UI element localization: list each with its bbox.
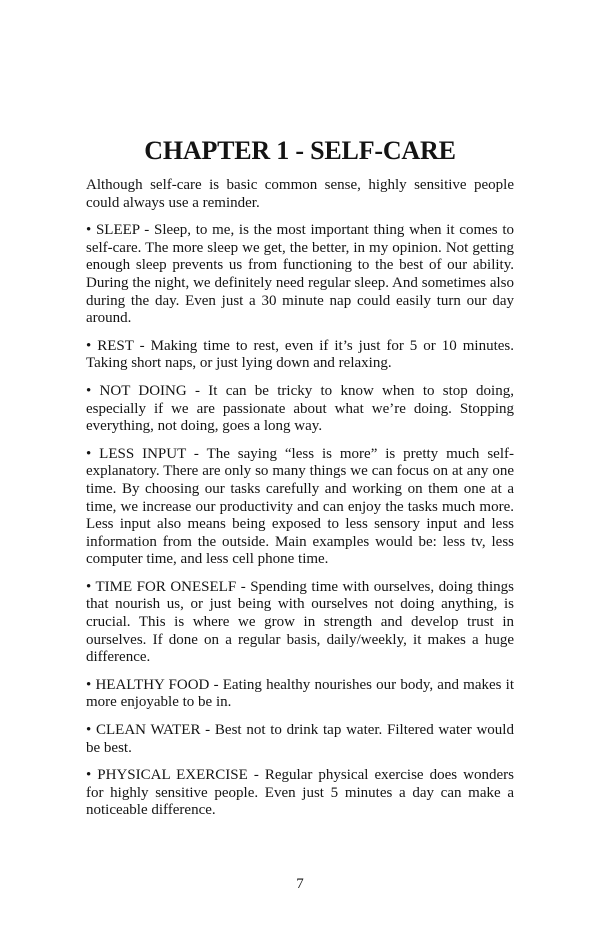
bullet-item-clean-water	[86, 722, 514, 757]
bullet-separator: -	[186, 382, 209, 399]
bullet-text: The saying “less is more” is pretty much self-explanatory. There are only so many things we can focus on at any one time. By choosing our tasks carefully and working on them one at a time, we increase our productivity and can enjoy the tasks much more. Less input also means being exposed to less sensory input and less information from the outside. Main examples would be: less tv, less computer time, and less cell phone time.	[86, 445, 514, 568]
bullet-glyph: •	[86, 767, 98, 784]
bullet-item-healthy-food	[86, 677, 514, 712]
bullet-label: NOT DOING	[99, 382, 187, 399]
bullet-text: Sleep, to me, is the most important thing when it comes to self-care. The more sleep we get, the better, in my opinion. Not getting enough sleep prevents us from functioning to the best of our ability. During the night, we definitely need regular sleep. And sometimes also during the day. Even just a 30 minute nap could easily turn our day around.	[86, 222, 514, 327]
bullet-text: It can be tricky to know when to stop doing, especially if we are passionate about what we’re doing. Stopping everything, not doing, goes a long way.	[86, 382, 514, 435]
bullet-text: Best not to drink tap water. Filtered water would be best.	[86, 722, 514, 756]
bullet-text: Regular physical exercise does wonders for highly sensitive people. Even just 5 minutes a day can make a noticeable difference.	[86, 767, 514, 819]
page-number: 7	[296, 876, 304, 892]
bullet-label: REST	[97, 337, 134, 354]
bullet-separator: -	[139, 222, 154, 239]
bullet-item-rest	[86, 338, 514, 373]
bullet-item-physical-exercise	[86, 767, 514, 820]
bullet-separator: -	[186, 445, 207, 462]
bullet-item-sleep	[86, 222, 514, 328]
bullet-label: CLEAN WATER	[96, 722, 201, 739]
bullet-item-less-input	[86, 446, 514, 569]
bullet-glyph: •	[86, 382, 100, 399]
bullet-separator: -	[247, 767, 265, 784]
bullet-label: TIME FOR ONESELF	[95, 578, 237, 595]
bullet-glyph: •	[86, 222, 96, 239]
bullet-text: Eating healthy nourishes our body, and makes it more enjoyable to be in.	[86, 676, 514, 711]
bullet-glyph: •	[86, 722, 96, 739]
bullet-label: HEALTHY FOOD	[95, 676, 210, 693]
bullet-glyph: •	[86, 578, 96, 595]
chapter-title: CHAPTER 1 - SELF-CARE	[144, 136, 456, 165]
bullet-label: SLEEP	[95, 222, 140, 239]
bullet-glyph: •	[86, 445, 100, 462]
bullet-text: Making time to rest, even if it’s just for 5 or 10 minutes. Taking short naps, or just lying down and relaxing.	[86, 337, 514, 372]
intro-paragraph: Although self-care is basic common sense, highly sensitive people could always use a reminder.	[86, 177, 514, 211]
bullet-glyph: •	[86, 337, 98, 354]
bullet-label: LESS INPUT	[99, 445, 186, 462]
bullet-glyph: •	[86, 676, 96, 693]
bullet-label: PHYSICAL EXERCISE	[97, 767, 248, 784]
bullet-separator: -	[209, 676, 223, 693]
bullet-separator: -	[133, 337, 151, 354]
bullet-separator: -	[200, 722, 215, 739]
bullet-item-not-doing	[86, 383, 514, 436]
bullet-item-time-for-oneself	[86, 579, 514, 667]
bullet-text: Spending time with ourselves, doing things that nourish us, or just being with ourselves not doing anything, is crucial. This is where we grow in strength and develop trust in ourselves. If done on a regular basis, daily/weekly, it makes a huge difference.	[86, 578, 514, 666]
bullet-separator: -	[236, 578, 251, 595]
